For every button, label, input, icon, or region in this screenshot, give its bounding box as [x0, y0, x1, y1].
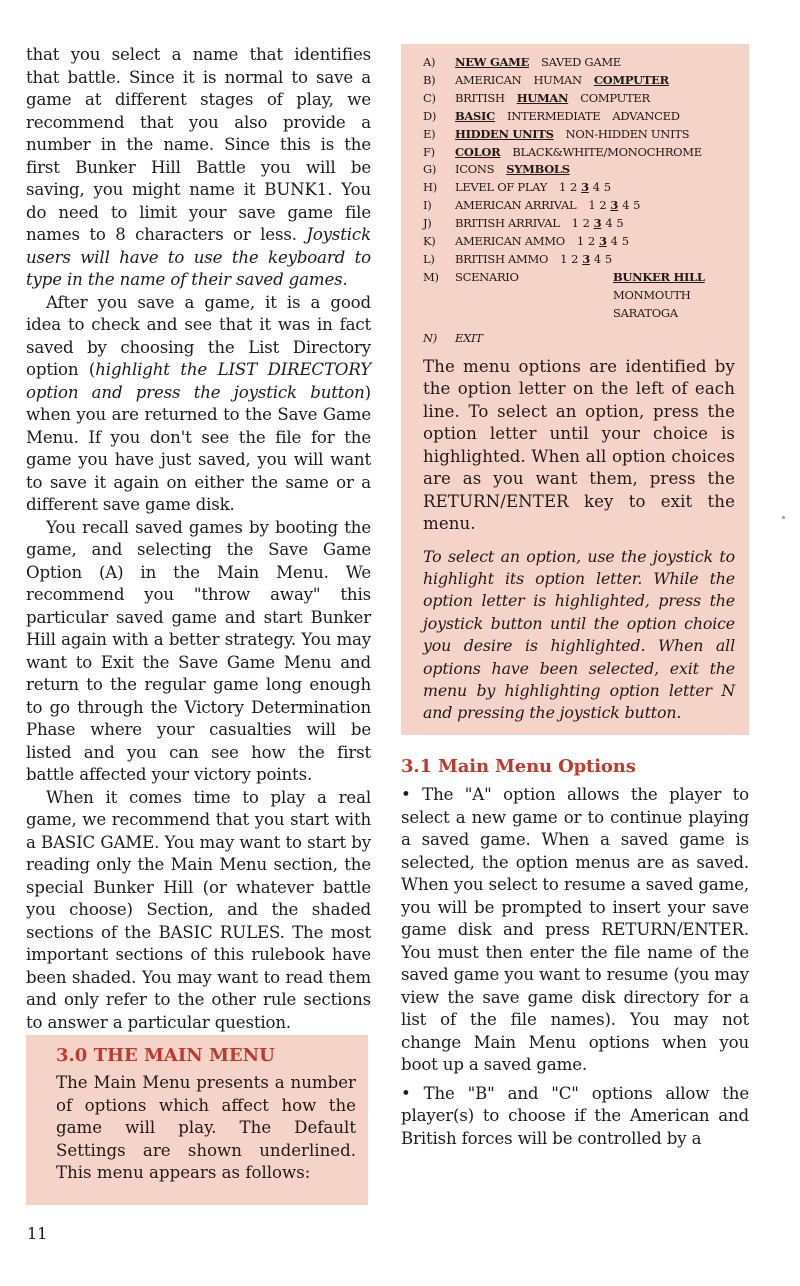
option-choice: HUMAN: [516, 90, 569, 105]
option-label: LEVEL OF PLAY: [455, 180, 547, 195]
option-choice: 5: [616, 216, 624, 231]
option-choice: 1: [559, 180, 567, 195]
option-choice: SAVED GAME: [541, 55, 621, 69]
page-number: 11: [27, 1224, 48, 1243]
option-choice: NEW GAME: [455, 55, 530, 69]
menu-line: [423, 215, 735, 233]
section-heading-3-1: 3.1 Main Menu Options: [401, 755, 636, 777]
option-choice: 3: [581, 180, 589, 195]
option-letter: B): [423, 72, 436, 87]
option-choice: 3: [598, 234, 607, 249]
option-letter: L): [423, 251, 435, 266]
scenario-option: SARATOGA: [613, 305, 678, 320]
option-choice: 4: [593, 251, 601, 266]
option-letter: J): [423, 216, 432, 231]
option-label: AMERICAN AMMO: [455, 234, 565, 249]
option-choice: 3: [582, 251, 590, 266]
option-letter: A): [423, 55, 436, 69]
bullet-option-a: • The "A" option allows the player to select a new game or to continue playing a saved game. When a saved game is selected, the option menus are as saved. When you select to resume a saved game, you will be prompted to insert your save game disk and press RETURN/ENTER. You must then enter the file name of the saved game you want to resume (you may view the save game disk directory for a list of the file names). You may not change Main Menu options when you boot up a saved game.: [401, 785, 749, 1075]
scan-speck: [782, 516, 785, 519]
option-choice: 5: [603, 180, 611, 195]
option-letter: C): [423, 90, 436, 105]
paragraph-real-game: When it comes time to play a real game, we recommend that you start with a BASIC GAME. You may want to start by reading only the Main Menu section, the special Bunker Hill (or whatever battle you choose) Section, and the shaded sections of the BASIC RULES. The most important sections of this rulebook have been shaded. You may want to read them and only refer to the other rule sections to answer a particular question.: [26, 787, 371, 1032]
option-choice: COMPUTER: [593, 72, 669, 87]
option-label: BRITISH AMMO: [455, 251, 549, 266]
option-choice: 2: [599, 198, 607, 213]
menu-line: [423, 144, 735, 162]
option-choice: 2: [570, 180, 578, 195]
option-choice: SYMBOLS: [506, 162, 570, 177]
menu-line: [423, 179, 735, 197]
option-label: AMERICAN: [455, 72, 522, 87]
option-choice: HUMAN: [533, 72, 582, 87]
menu-line: [423, 233, 735, 251]
menu-line-exit: N) EXIT: [423, 330, 483, 345]
option-label: BRITISH ARRIVAL: [455, 216, 560, 231]
option-choice: HIDDEN UNITS: [455, 126, 554, 141]
menu-line: [423, 54, 735, 72]
main-menu-section-box: [26, 1035, 368, 1205]
menu-line-scenario: M) SCENARIO BUNKER HILL MONMOUTH SARATOGA: [423, 269, 735, 323]
option-choice: 2: [571, 251, 579, 266]
option-choice: 1: [571, 216, 579, 231]
option-choice: 4: [622, 198, 630, 213]
menu-line: [423, 251, 735, 269]
option-choice: 5: [621, 234, 629, 249]
menu-line: [423, 197, 735, 215]
option-choice: 5: [604, 251, 612, 266]
option-choice: 2: [587, 234, 595, 249]
menu-line: [423, 90, 735, 108]
menu-listing-box: [401, 44, 749, 735]
option-choice: 3: [593, 216, 602, 231]
option-label: BRITISH: [455, 90, 505, 105]
option-choice: 4: [610, 234, 618, 249]
option-choice: 4: [592, 180, 600, 195]
option-letter: E): [423, 126, 436, 141]
paragraph-save-name: that you select a name that identifies that battle. Since it is normal to save a game at different stages of play, we recommend that you also provide a number in the name. Since this is the first Bunker Hill Battle you will be saving, you might name it BUNK1. You do need to limit your save game file names to 8 characters or less. Joystick users will have to use the keyboard to type in the name of their saved games.: [26, 45, 371, 289]
right-column: [401, 44, 749, 1150]
option-choice: NON-HIDDEN UNITS: [565, 126, 690, 141]
option-choice: ADVANCED: [612, 108, 680, 123]
option-choice: BLACK&WHITE/MONOCHROME: [512, 144, 702, 159]
scenario-option: MONMOUTH: [613, 287, 691, 302]
menu-description: The menu options are identified by the option letter on the left of each line. To select an option, press the option letter until your choice is highlighted. When all option choices are as you want them, press the RETURN/ENTER key to exit the menu.: [423, 356, 735, 533]
paragraph-recall-games: You recall saved games by booting the game, and selecting the Save Game Option (A) in the Main Menu. We recommend you "throw away" this particular saved game and start Bunker Hill again with a better strategy. You may want to Exit the Save Game Menu and return to the regular game long enough to go through the Victory Determination Phase where your casualties will be listed and you can see how the first battle affected your victory points.: [26, 517, 371, 784]
option-letter: K): [423, 234, 436, 249]
option-choice: 1: [576, 234, 584, 249]
option-choice: 4: [605, 216, 613, 231]
bullet-option-b-c: • The "B" and "C" options allow the player(s) to choose if the American and British forces will be controlled by a: [401, 1083, 749, 1148]
menu-line: [423, 72, 735, 90]
option-letter: H): [423, 180, 437, 195]
option-label: AMERICAN ARRIVAL: [455, 198, 577, 213]
option-letter: G): [423, 162, 437, 177]
option-label: ICONS: [455, 162, 495, 177]
main-menu-intro: The Main Menu presents a number of options which affect how the game will play. The Default Settings are shown underlined. This menu appears as follows:: [56, 1073, 356, 1182]
section-heading-main-menu: 3.0 THE MAIN MENU: [56, 1045, 275, 1066]
menu-line: [423, 126, 735, 144]
option-choice: BASIC: [455, 108, 495, 123]
menu-line: [423, 161, 735, 179]
menu-option-lines: [423, 54, 735, 269]
option-choice: 2: [582, 216, 590, 231]
option-choice: 5: [633, 198, 641, 213]
joystick-note: To select an option, use the joystick to highlight its option letter. While the option letter is highlighted, press the joystick button until the option choice you desire is highlighted. When all options have been selected, exit the menu by highlighting option letter N and pressing the joystick button.: [423, 546, 735, 723]
option-letter: I): [423, 198, 432, 213]
menu-line: [423, 108, 735, 126]
option-choice: INTERMEDIATE: [506, 108, 601, 123]
option-choice: 1: [560, 251, 568, 266]
option-choice: 1: [588, 198, 596, 213]
option-choice: 3: [610, 198, 619, 213]
paragraph-list-directory: After you save a game, it is a good idea to check and see that it was in fact saved by choosing the List Directory option (highlight the LIST DIRECTORY option and press the joystick button) when you are returned to the Save Game Menu. If you don't see the file for the game you have just saved, you will want to save it again on either the same or a different save game disk.: [26, 292, 371, 514]
option-letter: D): [423, 108, 437, 123]
option-letter: F): [423, 144, 435, 159]
scenario-option: BUNKER HILL: [613, 269, 705, 284]
left-column: [26, 44, 371, 1034]
option-choice: COMPUTER: [580, 90, 650, 105]
option-choice: COLOR: [455, 144, 501, 159]
